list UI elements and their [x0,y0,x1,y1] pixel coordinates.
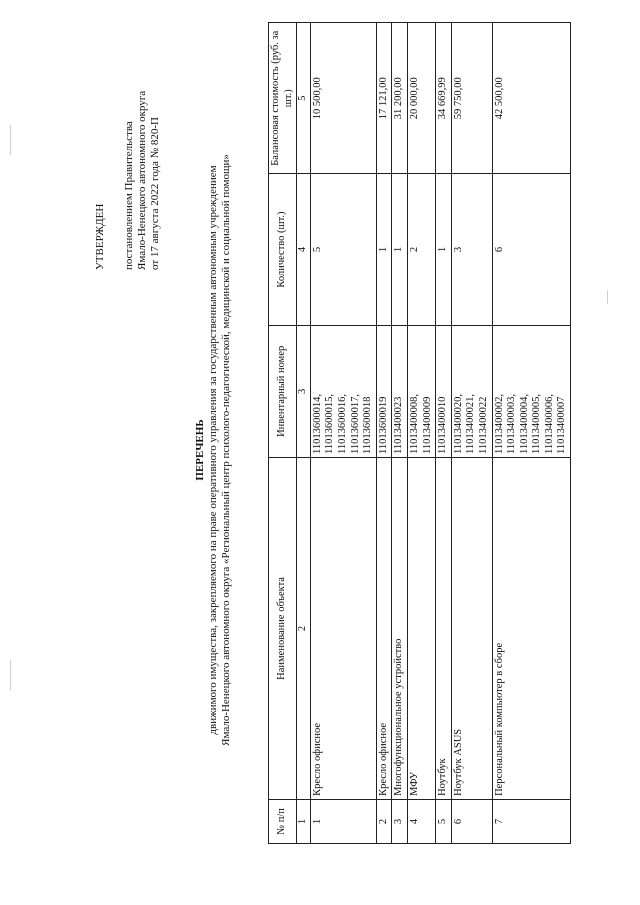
row-number: 2 [376,799,392,843]
rotated-document-page [16,20,626,880]
row-inventory-numbers [451,325,492,457]
row-number: 7 [492,799,571,843]
row-object-name: Кресло офисное [310,457,376,799]
row-cost: 17 121,00 [376,23,392,174]
row-object-name: Кресло офисное [376,457,392,799]
row-quantity: 1 [392,174,408,325]
row-quantity: 1 [436,174,452,325]
table-header-row [269,23,297,844]
row-object-name: Многофункциональное устройство [392,457,408,799]
inventory-number: 11013400020, [452,393,464,454]
row-inventory-numbers [376,325,392,457]
table-row [392,23,408,844]
inventory-number: 11013600016, [336,393,348,454]
row-quantity: 3 [451,174,492,325]
approval-stamp [94,40,162,270]
table-row [492,23,571,844]
document-heading [194,20,233,880]
inventory-number: 11013600017, [349,393,361,454]
property-table [268,22,571,844]
table-body [310,23,570,844]
col-number: 2 [297,457,311,799]
row-number: 3 [392,799,408,843]
table-row [436,23,452,844]
col-number: 3 [297,325,311,457]
row-cost: 34 669,99 [436,23,452,174]
document-title: ПЕРЕЧЕНЬ [194,419,206,481]
column-number-row [297,23,311,844]
inventory-number: 11013400008, [408,393,420,454]
row-number: 1 [310,799,376,843]
row-object-name: Ноутбук ASUS [451,457,492,799]
row-number: 6 [451,799,492,843]
col-number: 1 [297,799,311,843]
inventory-number: 11013400002, [493,393,505,454]
inventory-number: 11013600014, [311,393,323,454]
row-number: 4 [407,799,435,843]
inventory-number: 11013600015, [324,393,336,454]
row-cost: 59 750,00 [451,23,492,174]
inventory-number: 11013400004, [518,393,530,454]
approval-line-3: от 17 августа 2022 года № 820-П [149,117,161,270]
row-inventory-numbers [436,325,452,457]
document-subtitle-1: движимого имущества, закрепляемого на праве оперативного управления за государственным автономным учреждением [207,165,219,735]
approval-line-2: Ямало-Ненецкого автономного округа [136,90,148,270]
table-row [451,23,492,844]
row-inventory-numbers [492,325,571,457]
row-quantity: 1 [376,174,392,325]
inventory-number: 11013600018 [362,396,374,454]
inventory-number: 11013400023 [393,396,405,454]
row-object-name: Ноутбук [436,457,452,799]
row-cost: 42 500,00 [492,23,571,174]
inventory-number: 11013400010 [437,396,449,454]
table-row [376,23,392,844]
table-row [407,23,435,844]
header-number: № п/п [269,799,297,843]
inventory-number: 11013400021, [465,393,477,454]
row-object-name: МФУ [407,457,435,799]
row-inventory-numbers [310,325,376,457]
header-name: Наименование объекта [269,457,297,799]
approval-title: УТВЕРЖДЕН [94,203,106,270]
col-number: 5 [297,23,311,174]
col-number: 4 [297,174,311,325]
inventory-number: 11013400006, [543,393,555,454]
scan-artifact [10,660,11,690]
row-cost: 31 200,00 [392,23,408,174]
row-cost: 10 500,00 [310,23,376,174]
row-quantity: 5 [310,174,376,325]
row-number: 5 [436,799,452,843]
row-cost: 20 000,00 [407,23,435,174]
approval-line-1: постановлением Правительства [123,121,135,270]
inventory-number: 11013600019 [377,396,389,454]
row-inventory-numbers [407,325,435,457]
header-inventory: Инвентарный номер [269,325,297,457]
row-quantity: 6 [492,174,571,325]
inventory-number: 11013400003, [506,393,518,454]
header-cost: Балансовая стоимость (руб. за шт.) [269,23,297,174]
header-quantity: Количество (шт.) [269,174,297,325]
inventory-number: 11013400022 [477,396,489,454]
inventory-number: 11013400005, [531,393,543,454]
inventory-number: 11013400009 [421,396,433,454]
scan-artifact [10,125,11,155]
row-inventory-numbers [392,325,408,457]
scan-artifact [607,290,608,304]
row-object-name: Персональный компьютер в сборе [492,457,571,799]
document-subtitle-2: Ямало-Ненецкого автономного округа «Региональный центр психолого-педагогической, медицинской и социальной помощи» [220,154,232,746]
table-row [310,23,376,844]
inventory-number: 11013400007 [556,396,568,454]
row-quantity: 2 [407,174,435,325]
